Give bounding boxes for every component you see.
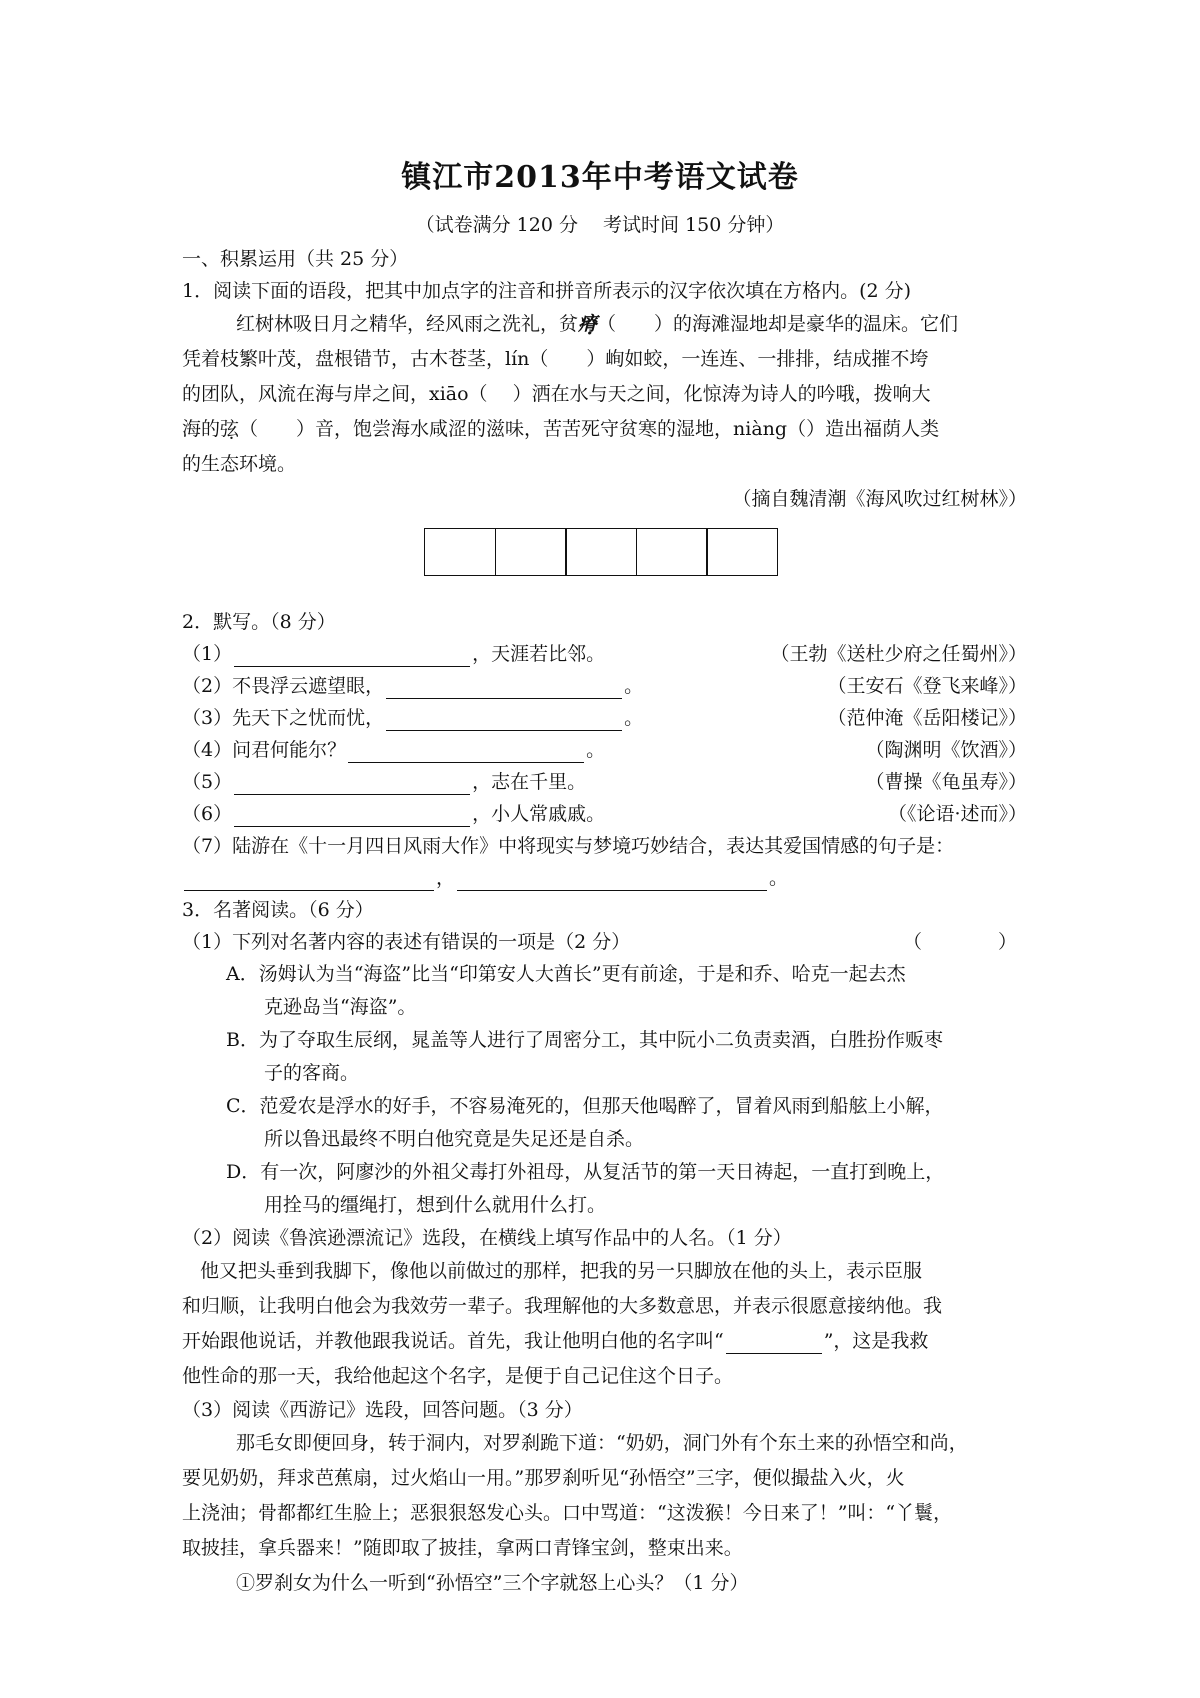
answer-box[interactable] [495,528,567,576]
q1-passage-line-4: 海的弦（ ）音，饱尝海水咸涩的滋味，苦苦死守贫寒的湿地，niàng（）造出福荫人类 [182,418,940,440]
fill-blank[interactable] [386,708,622,731]
q2-item-7-blanks: ， 。 [182,862,1027,894]
q2-item: （5） ，志在千里。 （曹操《龟虽寿》） [182,766,1027,798]
option-b: B．为了夺取生辰纲，晁盖等人进行了周密分工，其中阮小二负责卖酒，白胜扮作贩枣 [226,1029,943,1051]
fill-blank[interactable] [234,644,470,667]
dotted-char-ji: 瘠 [578,313,598,335]
q1-source: （摘自魏清潮《海风吹过红树林》） [732,488,1027,510]
option-d: D．有一次，阿廖沙的外祖父毒打外祖母，从复活节的第一天日祷起，一直打到晚上， [226,1161,945,1183]
fill-blank[interactable] [234,804,470,827]
q1-passage-line-1: 红树林吸日月之精华，经风雨之洗礼，贫瘠（ ）的海滩湿地却是豪华的温床。它们 [236,313,959,335]
citation: （王安石《登飞来峰》） [827,675,1027,697]
passage-line: 上浇油；骨都都红生脸上；恶狠狠怒发心头。口中骂道：“这泼猴！今日来了！”叫：“丫鬟， [182,1502,953,1524]
passage-line: 开始跟他说话，并教他跟我说话。首先，我让他明白他的名字叫“ ”，这是我救 [182,1330,929,1352]
q2-item: （6） ，小人常戚戚。 （《论语·述而》） [182,798,1027,830]
answer-grid [424,528,1027,576]
dotted-char-xian: 弦 [220,418,240,440]
passage-line: 他性命的那一天，我给他起这个名字，是便于自己记住这个日子。 [182,1365,734,1387]
q2-item: （3）先天下之忧而忧， 。 （范仲淹《岳阳楼记》） [182,702,1027,734]
option-b-cont: 子的客商。 [264,1062,360,1084]
answer-box[interactable] [706,528,778,576]
answer-box[interactable] [424,528,496,576]
fill-blank[interactable] [348,740,584,763]
q1-passage-line-2: 凭着枝繁叶茂，盘根错节，古木苍茎，lín（ ）峋如蛟，一连连、一排排，结成摧不垮 [182,348,929,370]
option-a: A．汤姆认为当“海盗”比当“印第安人大酋长”更有前途，于是和乔、哈克一起去杰 [226,963,906,985]
option-c-cont: 所以鲁迅最终不明白他究竟是失足还是自杀。 [264,1128,645,1150]
answer-paren[interactable]: （ ） [902,931,1017,953]
q2-prompt: 2．默写。（8 分） [182,611,336,633]
fill-blank[interactable] [726,1331,822,1354]
citation: （范仲淹《岳阳楼记》） [827,707,1027,729]
q3-sub3-prompt: （3）阅读《西游记》选段，回答问题。（3 分） [182,1399,583,1421]
option-a-cont: 克逊岛当“海盗”。 [264,996,417,1018]
citation: （曹操《龟虽寿》） [865,771,1027,793]
fill-blank[interactable] [457,868,767,891]
q3-sub3-question: ①罗刹女为什么一听到“孙悟空”三个字就怒上心头？（1 分） [236,1572,749,1594]
passage-line: 和归顺，让我明白他会为我效劳一辈子。我理解他的大多数意思，并表示很愿意接纳他。我 [182,1295,943,1317]
q2-item: （4）问君何能尔？ 。 （陶渊明《饮酒》） [182,734,1027,766]
citation: （王勃《送杜少府之任蜀州》） [770,643,1027,665]
q3-sub2-prompt: （2）阅读《鲁滨逊漂流记》选段，在横线上填写作品中的人名。（1 分） [182,1227,792,1249]
passage-line: 取披挂，拿兵器来！”随即取了披挂，拿两口青锋宝剑，整束出来。 [182,1537,743,1559]
q2-item: （1） ，天涯若比邻。 （王勃《送杜少府之任蜀州》） [182,638,1027,670]
fill-blank[interactable] [234,772,470,795]
q1-prompt: 1．阅读下面的语段，把其中加点字的注音和拼音所表示的汉字依次填在方格内。(2 分) [182,280,912,302]
passage-line: 要见奶奶，拜求芭蕉扇，过火焰山一用。”那罗刹听见“孙悟空”三字，便似撮盐入火，火 [182,1467,905,1489]
page-title: 镇江市2013年中考语文试卷 [401,160,799,195]
q1-passage-line-5: 的生态环境。 [182,453,297,475]
page-subtitle: （试卷满分 120 分 考试时间 150 分钟） [415,214,785,236]
option-d-cont: 用拴马的缰绳打，想到什么就用什么打。 [264,1194,607,1216]
fill-blank[interactable] [386,676,622,699]
passage-line: 那毛女即便回身，转于洞内，对罗刹跪下道：“奶奶，洞门外有个东土来的孙悟空和尚， [236,1432,968,1454]
answer-box[interactable] [636,528,708,576]
section-heading: 一、积累运用（共 25 分） [182,248,409,270]
option-c: C．范爱农是浮水的好手，不容易淹死的，但那天他喝醉了，冒着风雨到船舷上小解， [226,1095,944,1117]
q2-item: （2）不畏浮云遮望眼， 。 （王安石《登飞来峰》） [182,670,1027,702]
passage-line: 他又把头垂到我脚下，像他以前做过的那样，把我的另一只脚放在他的头上，表示臣服 [200,1260,923,1282]
citation: （《论语·述而》） [887,803,1027,825]
q3-sub1-prompt: （1）下列对名著内容的表述有错误的一项是（2 分） （ ） [182,926,1027,958]
answer-box[interactable] [565,528,637,576]
fill-blank[interactable] [184,868,434,891]
q3-prompt: 3．名著阅读。（6 分） [182,899,374,921]
exam-content [182,243,1027,1601]
q2-item-7: （7）陆游在《十一月四日风雨大作》中将现实与梦境巧妙结合，表达其爱国情感的句子是： [182,835,955,857]
citation: （陶渊明《饮酒》） [865,739,1027,761]
q1-passage-line-3: 的团队，风流在海与岸之间，xiāo（ ）洒在水与天之间，化惊涛为诗人的吟哦，拨响大 [182,383,931,405]
